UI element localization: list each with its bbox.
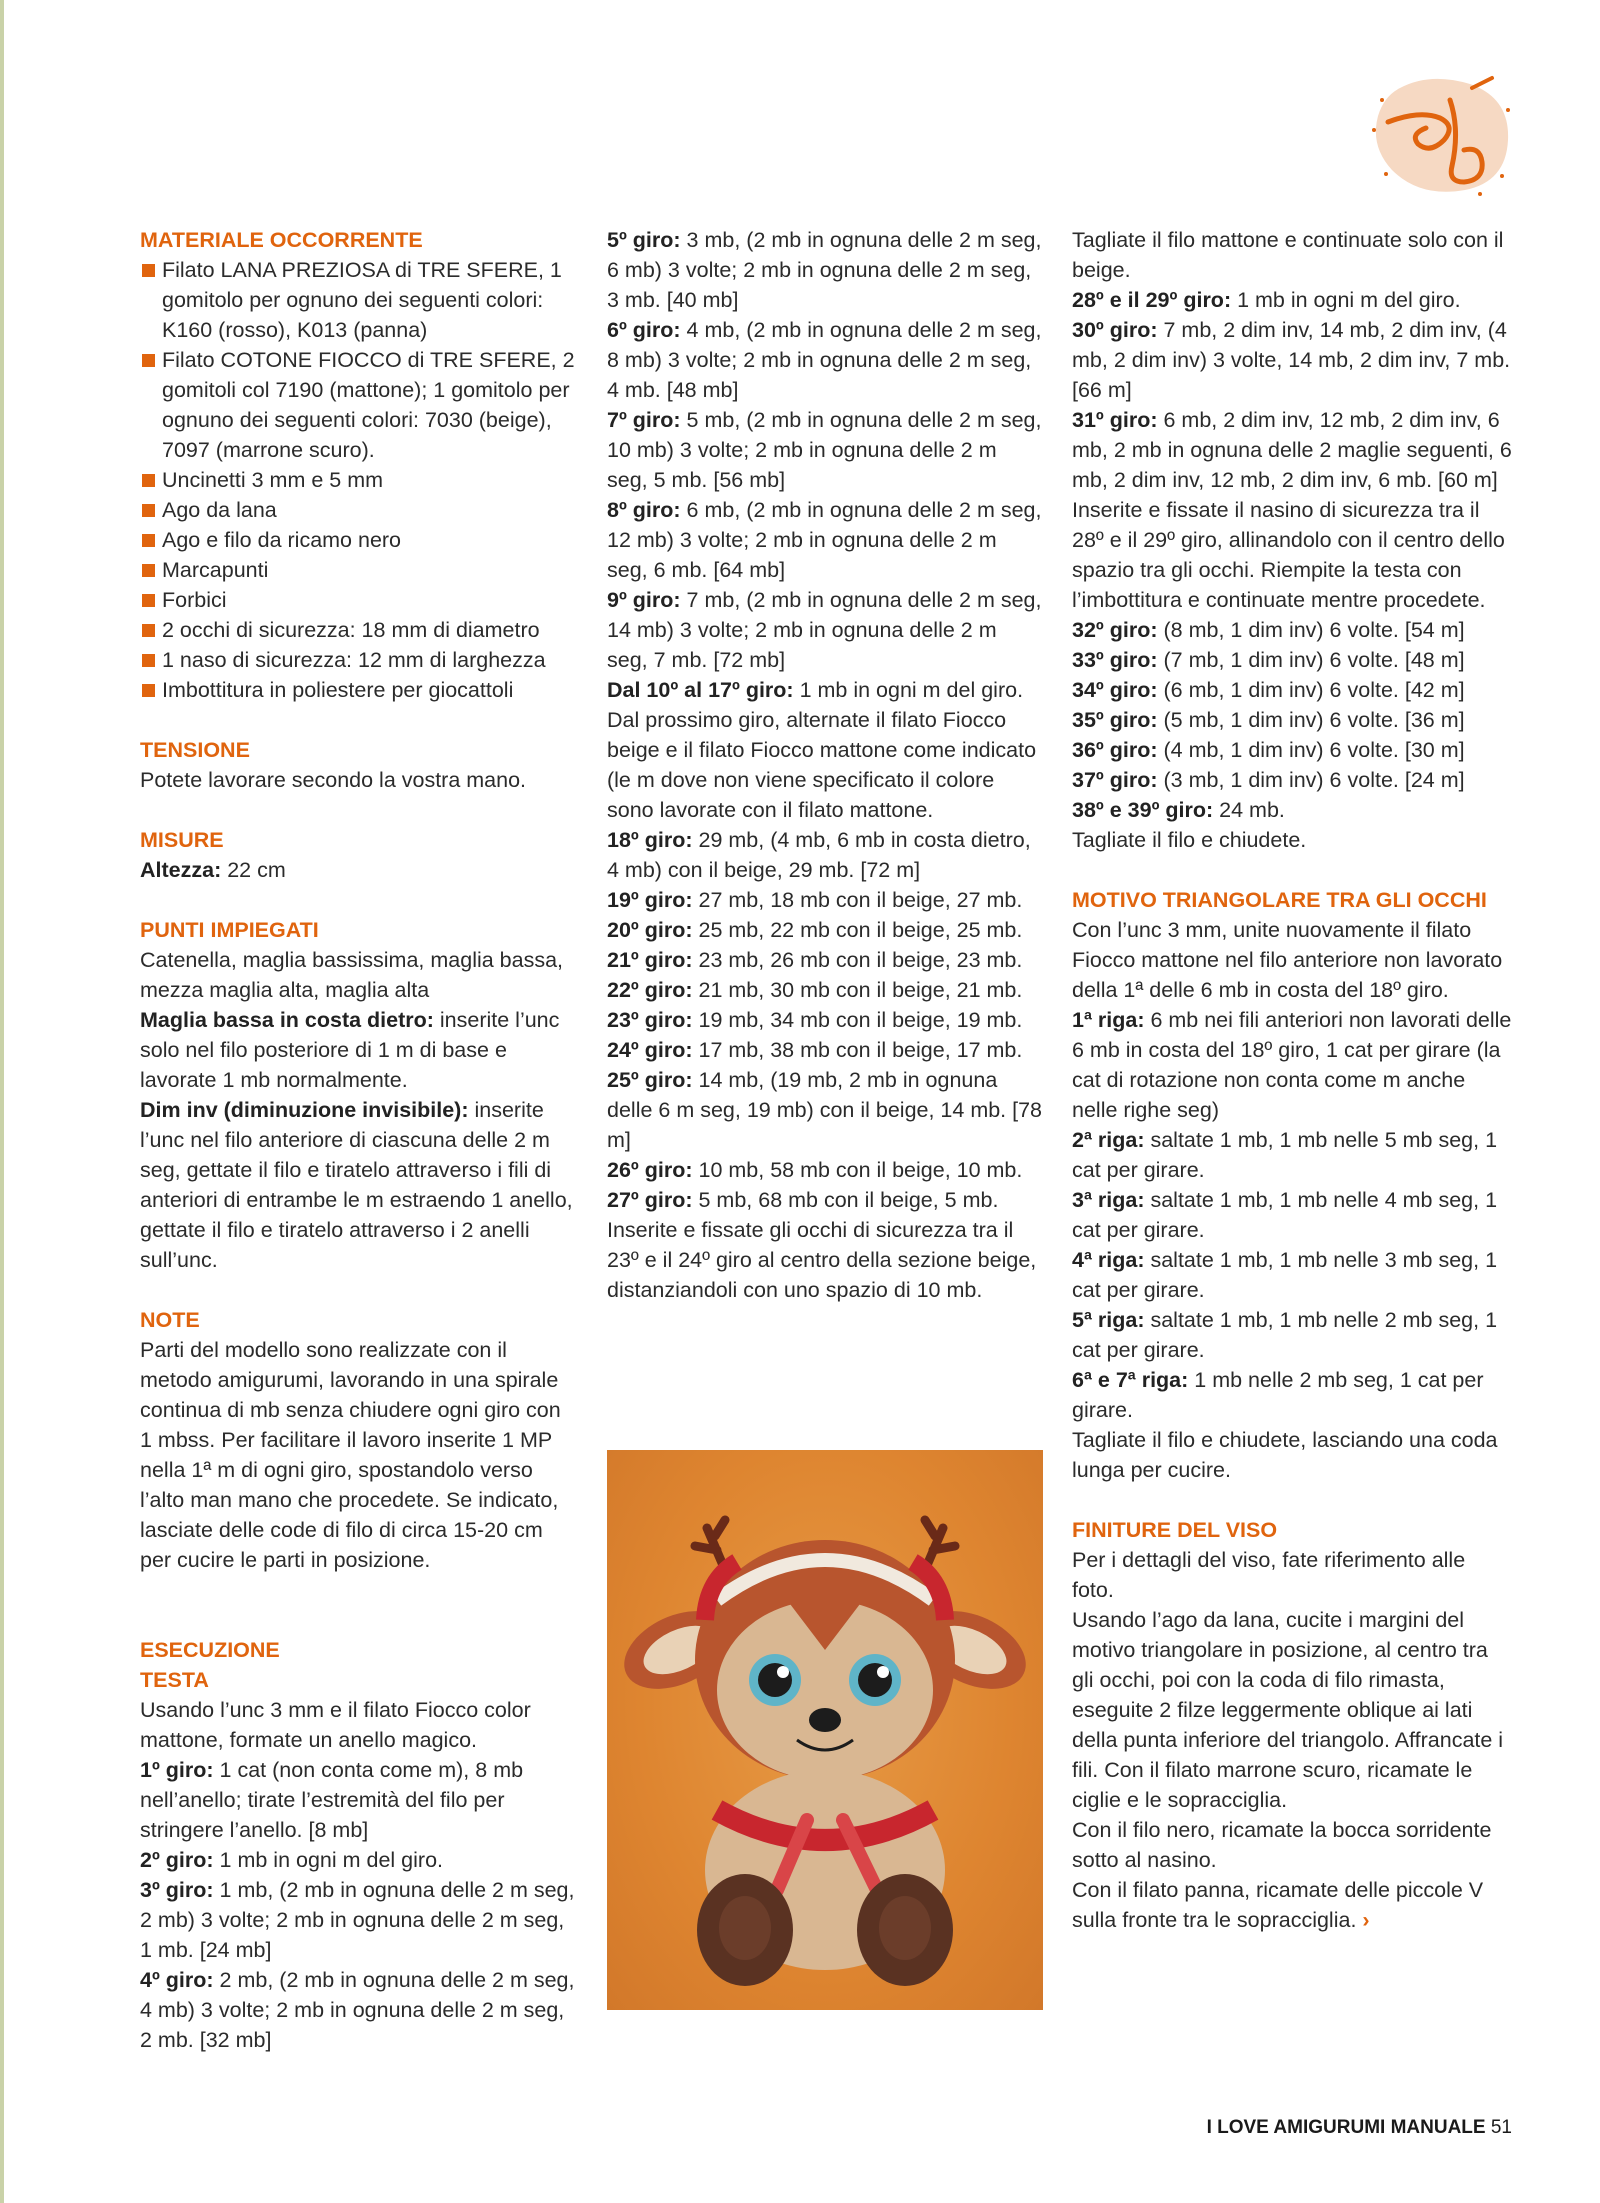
- heading-note: NOTE: [140, 1308, 200, 1332]
- round-row: [1072, 645, 1512, 675]
- round-text: 1 mb in ogni m del giro.: [213, 1848, 444, 1872]
- row-text: saltate 1 mb, 1 mb nelle 5 mb seg, 1 cat per girare.: [1072, 1128, 1498, 1182]
- round-row: [1072, 705, 1512, 735]
- misure-value: 22 cm: [221, 858, 286, 882]
- round-label: 8º giro:: [607, 498, 681, 522]
- round-text: 3 mb, (2 mb in ognuna delle 2 m seg, 6 mb) 3 volte; 2 mb in ognuna delle 2 m seg, 3 mb. [40 mb]: [607, 228, 1042, 312]
- round-label: 26º giro:: [607, 1158, 693, 1182]
- materials-list: [140, 255, 576, 705]
- list-item: Imbottitura in poliestere per giocattoli: [140, 675, 576, 705]
- round-label: 25º giro:: [607, 1068, 693, 1092]
- round-row: [607, 1005, 1043, 1035]
- list-item: Marcapunti: [140, 555, 576, 585]
- amigurumi-deer-photo: [607, 1450, 1043, 2010]
- round-label: 32º giro:: [1072, 618, 1158, 642]
- round-text: (8 mb, 1 dim inv) 6 volte. [54 m]: [1157, 618, 1465, 642]
- round-text: 1 mb in ogni m del giro.: [1231, 288, 1461, 312]
- punti-text: Catenella, maglia bassissima, maglia bassa, mezza maglia alta, maglia alta: [140, 948, 564, 1002]
- round-label: 33º giro:: [1072, 648, 1158, 672]
- round-text: (6 mb, 1 dim inv) 6 volte. [42 m]: [1157, 678, 1465, 702]
- esecuzione-intro: Usando l’unc 3 mm e il filato Fiocco color mattone, formate un anello magico.: [140, 1698, 531, 1752]
- round-text: 1 cat (non conta come m), 8 mb nell’anello; tirate l’estremità del filo per stringere l’anello. [8 mb]: [140, 1758, 524, 1842]
- round-label: 20º giro:: [607, 918, 693, 942]
- round-row: [607, 825, 1043, 885]
- punti-mb-label: Maglia bassa in costa dietro:: [140, 1008, 434, 1032]
- row-instruction: [1072, 1185, 1512, 1245]
- row-text: 1 mb nelle 2 mb seg, 1 cat per girare.: [1072, 1368, 1484, 1422]
- round-text: 17 mb, 38 mb con il beige, 17 mb.: [692, 1038, 1023, 1062]
- continue-arrow-icon: ›: [1362, 1908, 1370, 1932]
- round-text: 4 mb, (2 mb in ognuna delle 2 m seg, 8 mb) 3 volte; 2 mb in ognuna delle 2 m seg, 4 mb. [48 mb]: [607, 318, 1042, 402]
- list-item: 1 naso di sicurezza: 12 mm di larghezza: [140, 645, 576, 675]
- round-text: (4 mb, 1 dim inv) 6 volte. [30 m]: [1157, 738, 1465, 762]
- round-row: [1072, 405, 1512, 495]
- round-row: [607, 915, 1043, 945]
- round-label: 36º giro:: [1072, 738, 1158, 762]
- round-text: 21 mb, 30 mb con il beige, 21 mb.: [692, 978, 1023, 1002]
- round-row: [140, 1755, 576, 1845]
- round-text: (5 mb, 1 dim inv) 6 volte. [36 m]: [1157, 708, 1465, 732]
- heading-tensione: TENSIONE: [140, 738, 250, 762]
- round-label: 37º giro:: [1072, 768, 1158, 792]
- round-row: [1072, 735, 1512, 765]
- finiture-p1: Per i dettagli del viso, fate riferimento alle foto.: [1072, 1548, 1466, 1602]
- round-text: 1 mb in ogni m del giro. Dal prossimo giro, alternate il filato Fiocco beige e il filato Fiocco mattone come indicato (le m dove non viene specificato il colore sono lavorate con il filato mattone.: [607, 678, 1037, 822]
- round-row: [1072, 765, 1512, 795]
- round-text: 7 mb, 2 dim inv, 14 mb, 2 dim inv, (4 mb, 2 dim inv) 3 volte, 14 mb, 2 dim inv, 7 mb. [66 m]: [1072, 318, 1511, 402]
- row-label: 3ª riga:: [1072, 1188, 1145, 1212]
- magazine-logo-icon: [1360, 70, 1520, 200]
- column-right: [1072, 225, 1512, 1935]
- motivo-intro: Con l’unc 3 mm, unite nuovamente il filato Fiocco mattone nel filo anteriore non lavorato della 1ª delle 6 mb in costa del 18º giro.: [1072, 918, 1503, 1002]
- round-row: [607, 1185, 1043, 1215]
- row-text: saltate 1 mb, 1 mb nelle 3 mb seg, 1 cat per girare.: [1072, 1248, 1498, 1302]
- column-middle: [607, 225, 1043, 1305]
- page-footer: [1207, 2117, 1512, 2139]
- round-row: [140, 1845, 576, 1875]
- list-item: Filato LANA PREZIOSA di TRE SFERE, 1 gomitolo per ognuno dei seguenti colori: K160 (rosso), K013 (panna): [140, 255, 576, 345]
- finiture-p2: Usando l’ago da lana, cucite i margini del motivo triangolare in posizione, al centro tra gli occhi, poi con la coda di filo rimasta, eseguite 2 filze leggermente oblique ai lati della punta inferiore del triangolo. Affrancate i fili. Con il filato marrone scuro, ricamate le ciglie e le sopracciglia.: [1072, 1608, 1504, 1812]
- round-row: [1072, 795, 1512, 825]
- round-text: 6 mb, (2 mb in ognuna delle 2 m seg, 12 mb) 3 volte; 2 mb in ognuna delle 2 m seg, 6 mb. [64 mb]: [607, 498, 1042, 582]
- round-row: [1072, 285, 1512, 315]
- punti-dim-label: Dim inv (diminuzione invisibile):: [140, 1098, 469, 1122]
- row-instruction: [1072, 1305, 1512, 1365]
- row-label: 5ª riga:: [1072, 1308, 1145, 1332]
- round-text: 10 mb, 58 mb con il beige, 10 mb.: [692, 1158, 1023, 1182]
- round-row: [140, 1965, 576, 2055]
- punti-dim: [140, 1095, 576, 1275]
- round-label: 28º e il 29º giro:: [1072, 288, 1232, 312]
- misure-label: Altezza:: [140, 858, 222, 882]
- round-text: 23 mb, 26 mb con il beige, 23 mb.: [692, 948, 1023, 972]
- row-label: 1ª riga:: [1072, 1008, 1145, 1032]
- round-text: 25 mb, 22 mb con il beige, 25 mb.: [692, 918, 1023, 942]
- heading-punti: PUNTI IMPIEGATI: [140, 918, 319, 942]
- round-text: (3 mb, 1 dim inv) 6 volte. [24 m]: [1157, 768, 1465, 792]
- heading-motivo: MOTIVO TRIANGOLARE TRA GLI OCCHI: [1072, 888, 1487, 912]
- row-label: 2ª riga:: [1072, 1128, 1145, 1152]
- round-label: 21º giro:: [607, 948, 693, 972]
- round-text: 2 mb, (2 mb in ognuna delle 2 m seg, 4 mb) 3 volte; 2 mb in ognuna delle 2 m seg, 2 mb. [32 mb]: [140, 1968, 575, 2052]
- round-label: 1º giro:: [140, 1758, 214, 1782]
- list-item: Ago e filo da ricamo nero: [140, 525, 576, 555]
- round-label: 4º giro:: [140, 1968, 214, 1992]
- round-row: [607, 495, 1043, 585]
- nose-instruction: Inserite e fissate il nasino di sicurezza tra il 28º e il 29º giro, allinandolo con il centro dello spazio tra gli occhi. Riempite la testa con l’imbottitura e continuate mentre procedete.: [1072, 498, 1505, 612]
- round-row: [607, 675, 1043, 825]
- round-text: 6 mb, 2 dim inv, 12 mb, 2 dim inv, 6 mb, 2 mb in ognuna delle 2 maglie seguenti, 6 mb, 2 dim inv, 12 mb, 2 dim inv, 6 mb. [60 m]: [1072, 408, 1512, 492]
- magazine-title: I LOVE AMIGURUMI MANUALE: [1206, 2117, 1486, 2138]
- row-instruction: [1072, 1005, 1512, 1125]
- round-label: 19º giro:: [607, 888, 693, 912]
- list-item: Filato COTONE FIOCCO di TRE SFERE, 2 gomitoli col 7190 (mattone); 1 gomitolo per ognuno dei seguenti colori: 7030 (beige), 7097 (marrone scuro).: [140, 345, 576, 465]
- deer-illustration: [607, 1450, 1043, 2010]
- heading-materiale: MATERIALE OCCORRENTE: [140, 228, 423, 252]
- round-row: [607, 225, 1043, 315]
- round-label: 5º giro:: [607, 228, 681, 252]
- round-label: 18º giro:: [607, 828, 693, 852]
- round-row: [607, 975, 1043, 1005]
- round-row: [607, 1035, 1043, 1065]
- page-edge-rule: [0, 0, 4, 2203]
- round-row: [1072, 675, 1512, 705]
- round-label: 35º giro:: [1072, 708, 1158, 732]
- round-row: [1072, 615, 1512, 645]
- list-item: Ago da lana: [140, 495, 576, 525]
- row-label: 4ª riga:: [1072, 1248, 1145, 1272]
- row-text: 6 mb nei fili anteriori non lavorati delle 6 mb in costa del 18º giro, 1 cat per girare (la cat di rotazione non conta come m anche nelle righe seg): [1072, 1008, 1512, 1122]
- round-text: 7 mb, (2 mb in ognuna delle 2 m seg, 14 mb) 3 volte; 2 mb in ognuna delle 2 m seg, 7 mb. [72 mb]: [607, 588, 1042, 672]
- tensione-text: Potete lavorare secondo la vostra mano.: [140, 768, 527, 792]
- finiture-p4: Con il filato panna, ricamate delle piccole V sulla fronte tra le sopracciglia.: [1072, 1878, 1484, 1932]
- list-item: Uncinetti 3 mm e 5 mm: [140, 465, 576, 495]
- page-number: 51: [1490, 2117, 1512, 2138]
- finiture-p3: Con il filo nero, ricamate la bocca sorridente sotto al nasino.: [1072, 1818, 1492, 1872]
- round-label: 6º giro:: [607, 318, 681, 342]
- round-row: [140, 1875, 576, 1965]
- round-text: (7 mb, 1 dim inv) 6 volte. [48 m]: [1157, 648, 1465, 672]
- cut-text: Tagliate il filo mattone e continuate solo con il beige.: [1072, 228, 1504, 282]
- row-instruction: [1072, 1245, 1512, 1305]
- round-label: 2º giro:: [140, 1848, 214, 1872]
- round-row: [607, 1155, 1043, 1185]
- round-row: [607, 1065, 1043, 1155]
- heading-testa: TESTA: [140, 1668, 209, 1692]
- heading-finiture: FINITURE DEL VISO: [1072, 1518, 1278, 1542]
- row-text: saltate 1 mb, 1 mb nelle 2 mb seg, 1 cat per girare.: [1072, 1308, 1498, 1362]
- column-left: [140, 225, 576, 2055]
- round-row: [607, 885, 1043, 915]
- round-label: 31º giro:: [1072, 408, 1158, 432]
- row-label: 6ª e 7ª riga:: [1072, 1368, 1189, 1392]
- note-text: Parti del modello sono realizzate con il metodo amigurumi, lavorando in una spirale continua di mb senza chiudere ogni giro con 1 mbss. Per facilitare il lavoro inserite 1 MP nella 1ª m di ogni giro, spostandolo verso l’alto man mano che procedete. Se indicato, lasciate delle code di filo di circa 15-20 cm per cucire le parti in posizione.: [140, 1338, 561, 1572]
- round-row: [607, 585, 1043, 675]
- row-text: saltate 1 mb, 1 mb nelle 4 mb seg, 1 cat per girare.: [1072, 1188, 1498, 1242]
- heading-misure: MISURE: [140, 828, 224, 852]
- row-instruction: [1072, 1365, 1512, 1425]
- punti-dim-text: inserite l’unc nel filo anteriore di ciascuna delle 2 m seg, gettate il filo e tiratelo attraverso i fili di anteriori di entrambe le m estraendo 1 anello, gettate il filo e tiratelo attraverso i 2 anelli sull’unc.: [140, 1098, 573, 1272]
- close-text: Tagliate il filo e chiudete.: [1072, 828, 1307, 852]
- round-label: 34º giro:: [1072, 678, 1158, 702]
- round-label: 3º giro:: [140, 1878, 214, 1902]
- finiture-p4-wrap: [1072, 1875, 1512, 1935]
- punti-mb-text: inserite l’unc solo nel filo posteriore di 1 m di base e lavorate 1 mb normalmente.: [140, 1008, 560, 1092]
- round-label: 23º giro:: [607, 1008, 693, 1032]
- round-text: 1 mb, (2 mb in ognuna delle 2 m seg, 2 mb) 3 volte; 2 mb in ognuna delle 2 m seg, 1 mb. [24 mb]: [140, 1878, 575, 1962]
- misure-text: [140, 855, 576, 885]
- round-label: 38º e 39º giro:: [1072, 798, 1214, 822]
- round-label: 27º giro:: [607, 1188, 693, 1212]
- round-text: 5 mb, (2 mb in ognuna delle 2 m seg, 10 mb) 3 volte; 2 mb in ognuna delle 2 m seg, 5 mb. [56 mb]: [607, 408, 1042, 492]
- round-row: [607, 945, 1043, 975]
- round-text: 14 mb, (19 mb, 2 mb in ognuna delle 6 m seg, 19 mb) con il beige, 14 mb. [78 m]: [607, 1068, 1043, 1152]
- round-label: 9º giro:: [607, 588, 681, 612]
- round-label: Dal 10º al 17º giro:: [607, 678, 794, 702]
- round-label: 24º giro:: [607, 1038, 693, 1062]
- round-row: [607, 405, 1043, 495]
- round-text: 27 mb, 18 mb con il beige, 27 mb.: [692, 888, 1023, 912]
- round-text: 19 mb, 34 mb con il beige, 19 mb.: [692, 1008, 1023, 1032]
- round-label: 22º giro:: [607, 978, 693, 1002]
- list-item: 2 occhi di sicurezza: 18 mm di diametro: [140, 615, 576, 645]
- round-label: 30º giro:: [1072, 318, 1158, 342]
- punti-mb: [140, 1005, 576, 1095]
- round-text: 5 mb, 68 mb con il beige, 5 mb.: [692, 1188, 999, 1212]
- row-instruction: [1072, 1125, 1512, 1185]
- list-item: Forbici: [140, 585, 576, 615]
- motivo-outro: Tagliate il filo e chiudete, lasciando una coda lunga per cucire.: [1072, 1428, 1498, 1482]
- heading-esecuzione: ESECUZIONE: [140, 1638, 280, 1662]
- round-text: 24 mb.: [1213, 798, 1285, 822]
- round-row: [1072, 315, 1512, 405]
- round-text: 29 mb, (4 mb, 6 mb in costa dietro, 4 mb) con il beige, 29 mb. [72 m]: [607, 828, 1031, 882]
- eyes-instruction: Inserite e fissate gli occhi di sicurezza tra il 23º e il 24º giro al centro della sezione beige, distanziandoli con uno spazio di 10 mb.: [607, 1218, 1037, 1302]
- round-label: 7º giro:: [607, 408, 681, 432]
- round-row: [607, 315, 1043, 405]
